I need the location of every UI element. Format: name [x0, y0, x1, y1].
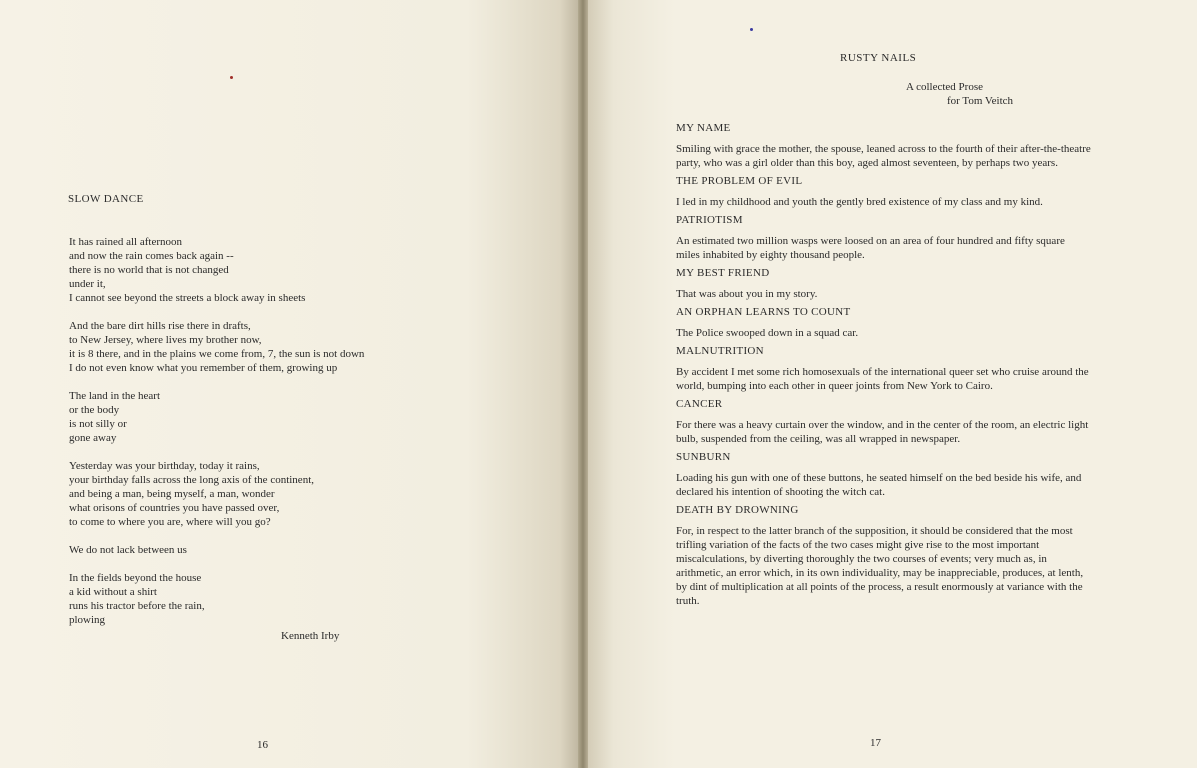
page-number-right: 17 [870, 737, 881, 749]
prose-sections [676, 121, 1091, 612]
poem-line: I cannot see beyond the streets a block away in sheets [69, 292, 306, 304]
page-number-left: 16 [257, 739, 268, 751]
prose-section [676, 450, 1091, 499]
section-text: Smiling with grace the mother, the spouse, leaned across to the fourth of their after-the-theatre party, who was a girl older than this boy, aged almost seventeen, by perhaps two years. [676, 143, 1091, 169]
poem-line: We do not lack between us [69, 544, 187, 556]
prose-section [676, 266, 1091, 301]
book-title: RUSTY NAILS [840, 52, 917, 64]
ink-speck [750, 28, 753, 31]
poem-line: gone away [69, 432, 117, 444]
poem-stanza [69, 235, 364, 305]
poem-line: It has rained all afternoon [69, 236, 183, 248]
poem-body [69, 235, 364, 641]
subtitle-line-1: A collected Prose [906, 81, 983, 93]
section-text: I led in my childhood and youth the gently bred existence of my class and my kind. [676, 196, 1043, 208]
poem-line: plowing [69, 614, 106, 626]
poem-title: SLOW DANCE [68, 193, 144, 205]
prose-section [676, 213, 1091, 262]
poem-stanza [69, 319, 364, 375]
section-text: Loading his gun with one of these buttons, he seated himself on the bed beside his wife, and declared his intention of shooting the witch cat. [676, 472, 1082, 498]
poem-line: what orisons of countries you have passed over, [69, 502, 280, 514]
section-text: By accident I met some rich homosexuals of the international queer set who cruise around the world, bumping into each other in queer joints from New York to Cairo. [676, 366, 1089, 392]
section-heading: PATRIOTISM [676, 214, 743, 226]
poem-line: there is no world that is not changed [69, 264, 229, 276]
section-heading: MY BEST FRIEND [676, 267, 770, 279]
poem-line: to New Jersey, where lives my brother now, [69, 334, 262, 346]
poem-line: a kid without a shirt [69, 586, 157, 598]
poem-line: your birthday falls across the long axis of the continent, [69, 474, 314, 486]
poem-stanza [69, 571, 364, 627]
prose-section [676, 344, 1091, 393]
section-text: The Police swooped down in a squad car. [676, 327, 859, 339]
prose-section [676, 174, 1091, 209]
section-heading: DEATH BY DROWNING [676, 504, 799, 516]
poem-line: and now the rain comes back again -- [69, 250, 234, 262]
section-heading: MALNUTRITION [676, 345, 764, 357]
section-heading: SUNBURN [676, 451, 731, 463]
poem-line: And the bare dirt hills rise there in drafts, [69, 320, 251, 332]
poem-line: runs his tractor before the rain, [69, 600, 205, 612]
poem-stanza [69, 389, 364, 445]
poem-line: I do not even know what you remember of them, growing up [69, 362, 338, 374]
prose-section [676, 121, 1091, 170]
prose-section [676, 503, 1091, 608]
section-text: That was about you in my story. [676, 288, 818, 300]
poem-line: The land in the heart [69, 390, 161, 402]
poem-line: Yesterday was your birthday, today it rains, [69, 460, 260, 472]
section-heading: MY NAME [676, 122, 731, 134]
section-heading: CANCER [676, 398, 723, 410]
poem-line: and being a man, being myself, a man, wonder [69, 488, 275, 500]
section-text: For there was a heavy curtain over the window, and in the center of the room, an electric light bulb, suspended from the ceiling, was all wrapped in newspaper. [676, 419, 1089, 445]
book-gutter [578, 0, 588, 768]
section-text: For, in respect to the latter branch of the supposition, it should be considered that the most trifling variation of the facts of the two cases might give rise to the most important miscalculations, by diverting thoroughly the two courses of events; very much as, in arithmetic, an error which, in its own individuality, may be inappreciable, produces, at lenth, by dint of multiplication at all points of the process, a result enormously at variance with the truth. [676, 525, 1084, 607]
prose-section [676, 305, 1091, 340]
poem-line: to come to where you are, where will you go? [69, 516, 271, 528]
section-heading: THE PROBLEM OF EVIL [676, 175, 803, 187]
poem-stanza [69, 459, 364, 529]
section-heading: AN ORPHAN LEARNS TO COUNT [676, 306, 851, 318]
poem-line: In the fields beyond the house [69, 572, 202, 584]
section-text: An estimated two million wasps were loosed on an area of four hundred and fifty square miles inhabited by eighty thousand people. [676, 235, 1065, 261]
subtitle-line-2: for Tom Veitch [947, 95, 1014, 107]
poem-line: is not silly or [69, 418, 127, 430]
prose-section [676, 397, 1091, 446]
poem-stanza [69, 543, 364, 557]
poem-line: or the body [69, 404, 120, 416]
poem-author: Kenneth Irby [281, 630, 340, 642]
ink-speck [230, 76, 233, 79]
poem-line: under it, [69, 278, 106, 290]
poem-line: it is 8 there, and in the plains we come from, 7, the sun is not down [69, 348, 365, 360]
